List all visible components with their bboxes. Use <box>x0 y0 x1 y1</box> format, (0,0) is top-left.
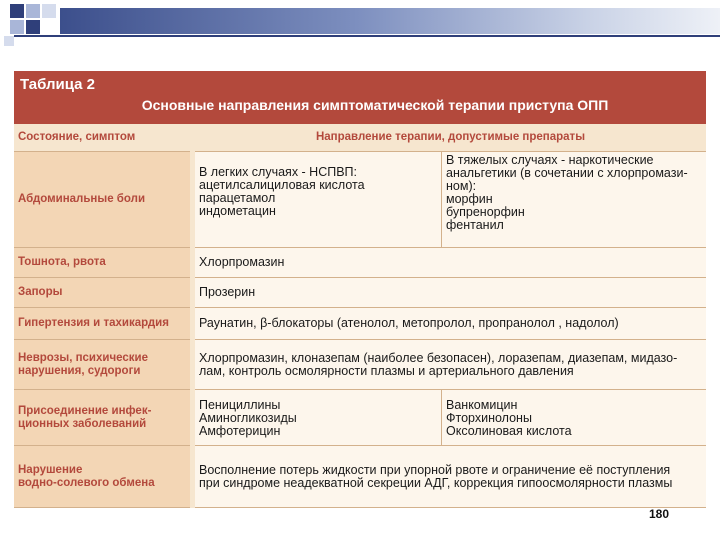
text-line: лам, контроль осмолярности плазмы и артериального давления <box>199 363 574 378</box>
symptom-cell: Абдоминальные боли <box>14 152 190 248</box>
text-line: фентанил <box>446 218 504 232</box>
text-line: Нарушение <box>18 463 83 476</box>
text-line: Восполнение потерь жидкости при упорной рвоте и ограничение её поступления <box>199 462 671 477</box>
text-line: парацетамол <box>199 191 276 205</box>
antibiotics-right <box>441 390 706 445</box>
therapy-cell <box>195 152 706 248</box>
title-gradient-bar <box>60 8 720 34</box>
text-line: Пенициллины <box>199 398 281 412</box>
table-row <box>14 248 706 278</box>
mild-cases <box>195 152 451 247</box>
table-row <box>14 308 706 340</box>
table-row <box>14 446 706 508</box>
therapy-table <box>14 71 706 508</box>
text-line: ционных заболеваний <box>18 417 147 430</box>
text-line: Присоединение инфек- <box>18 404 152 417</box>
table-row <box>14 390 706 446</box>
text-line: индометацин <box>199 204 276 218</box>
text-line: водно-солевого обмена <box>18 476 155 489</box>
table-row <box>14 152 706 248</box>
symptom-cell: Гипертензия и тахикардия <box>14 308 190 340</box>
text-line: нарушения, судороги <box>18 364 141 377</box>
col-header-symptom: Состояние, симптом <box>14 124 190 152</box>
text-line: ацетилсалициловая кислота <box>199 178 365 192</box>
symptom-cell: Тошнота, рвота <box>14 248 190 278</box>
table-header <box>14 71 706 124</box>
therapy-cell: Раунатин, β-блокаторы (атенолол, метопролол, пропранолол , надолол) <box>195 308 706 340</box>
text-line: В легких случаях - НСПВП: <box>199 165 358 179</box>
text-line: Фторхинолоны <box>446 411 532 425</box>
text-line: Аминогликозиды <box>199 411 297 425</box>
text-line: Хлорпромазин, клоназепам (наиболее безопасен), лоразепам, диазепам, мидазо- <box>199 350 678 365</box>
symptom-cell <box>14 446 190 508</box>
table-title: Основные направления симптоматической терапии приступа ОПП <box>141 97 609 113</box>
text-line: Ванкомицин <box>446 398 518 412</box>
symptom-cell <box>14 340 190 390</box>
page-number: 180 <box>649 507 670 521</box>
text-line: Амфотерицин <box>199 424 281 438</box>
severe-cases <box>441 152 706 247</box>
symptom-cell: Запоры <box>14 278 190 308</box>
text-line: Неврозы, психические <box>18 351 149 364</box>
text-line: Оксолиновая кислота <box>446 424 572 438</box>
therapy-cell <box>195 390 706 446</box>
therapy-cell <box>195 340 706 390</box>
text-line: анальгетики (в сочетании с хлорпромази- <box>446 166 688 180</box>
title-divider <box>14 35 720 37</box>
therapy-cell <box>195 446 706 508</box>
text-line: морфин <box>446 192 493 206</box>
table-row <box>14 278 706 308</box>
text-line: ном): <box>446 179 477 193</box>
table-row <box>14 340 706 390</box>
therapy-cell: Прозерин <box>195 278 706 308</box>
antibiotics-left <box>195 390 451 445</box>
therapy-cell: Хлорпромазин <box>195 248 706 278</box>
text-line: бупренорфин <box>446 205 525 219</box>
column-header-row <box>14 124 706 152</box>
text-line: В тяжелых случаях - наркотические <box>446 153 654 167</box>
table-label: Таблица 2 <box>20 76 96 93</box>
symptom-cell <box>14 390 190 446</box>
text-line: при синдроме неадекватной секреции АДГ, коррекция гипоосмолярности плазмы <box>199 475 673 490</box>
col-header-therapy: Направление терапии, допустимые препараты <box>195 124 706 152</box>
